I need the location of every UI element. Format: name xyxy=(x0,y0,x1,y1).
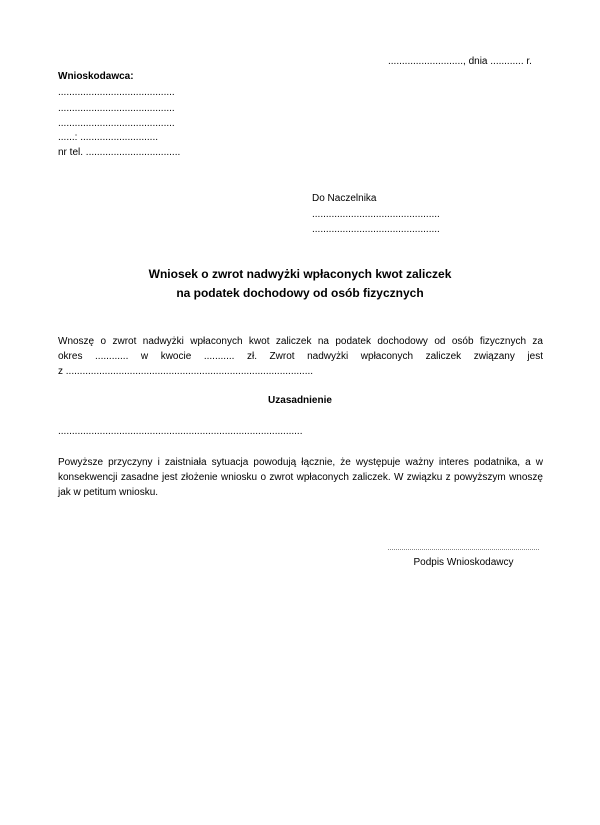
request-line-1: Wnoszę o zwrot nadwyżki wpłaconych kwot zaliczek na podatek dochodowy od osób fizycznych za xyxy=(58,336,543,347)
request-line-3: z ......................................................................................... xyxy=(58,366,314,377)
applicant-label: Wnioskodawca: xyxy=(58,71,134,82)
date-line: ..........................., dnia ............ r. xyxy=(388,56,532,67)
applicant-line-4: ......: ............................ xyxy=(58,132,159,143)
recipient-line-1: .............................................. xyxy=(312,209,440,220)
applicant-line-3: .......................................... xyxy=(58,118,175,129)
request-line-2: okres ............ w kwocie ........... zł. Zwrot nadwyżki wpłaconych zaliczek związany jest xyxy=(58,351,543,362)
signature-line xyxy=(388,549,539,550)
applicant-line-1: .......................................... xyxy=(58,87,175,98)
justification-line: ........................................................................................ xyxy=(58,426,303,437)
applicant-line-2: .......................................... xyxy=(58,103,175,114)
applicant-phone: nr tel. .................................. xyxy=(58,147,181,158)
document-title-line-1: Wniosek o zwrot nadwyżki wpłaconych kwot zaliczek xyxy=(148,267,452,281)
justification-paragraph: Powyższe przyczyny i zaistniała sytuacja powodują łącznie, że występuje ważny interes podatnika, a w konsekwencji zasadne jest złożenie wniosku o zwrot wpłaconych zaliczek. W związku z powyższym wnoszę jak w petitum wniosku. xyxy=(58,457,543,498)
recipient-label: Do Naczelnika xyxy=(312,193,377,204)
justification-heading: Uzasadnienie xyxy=(268,395,332,406)
recipient-line-2: .............................................. xyxy=(312,224,440,235)
document-title-line-2: na podatek dochodowy od osób fizycznych xyxy=(176,286,424,300)
signature-label: Podpis Wnioskodawcy xyxy=(413,557,514,568)
